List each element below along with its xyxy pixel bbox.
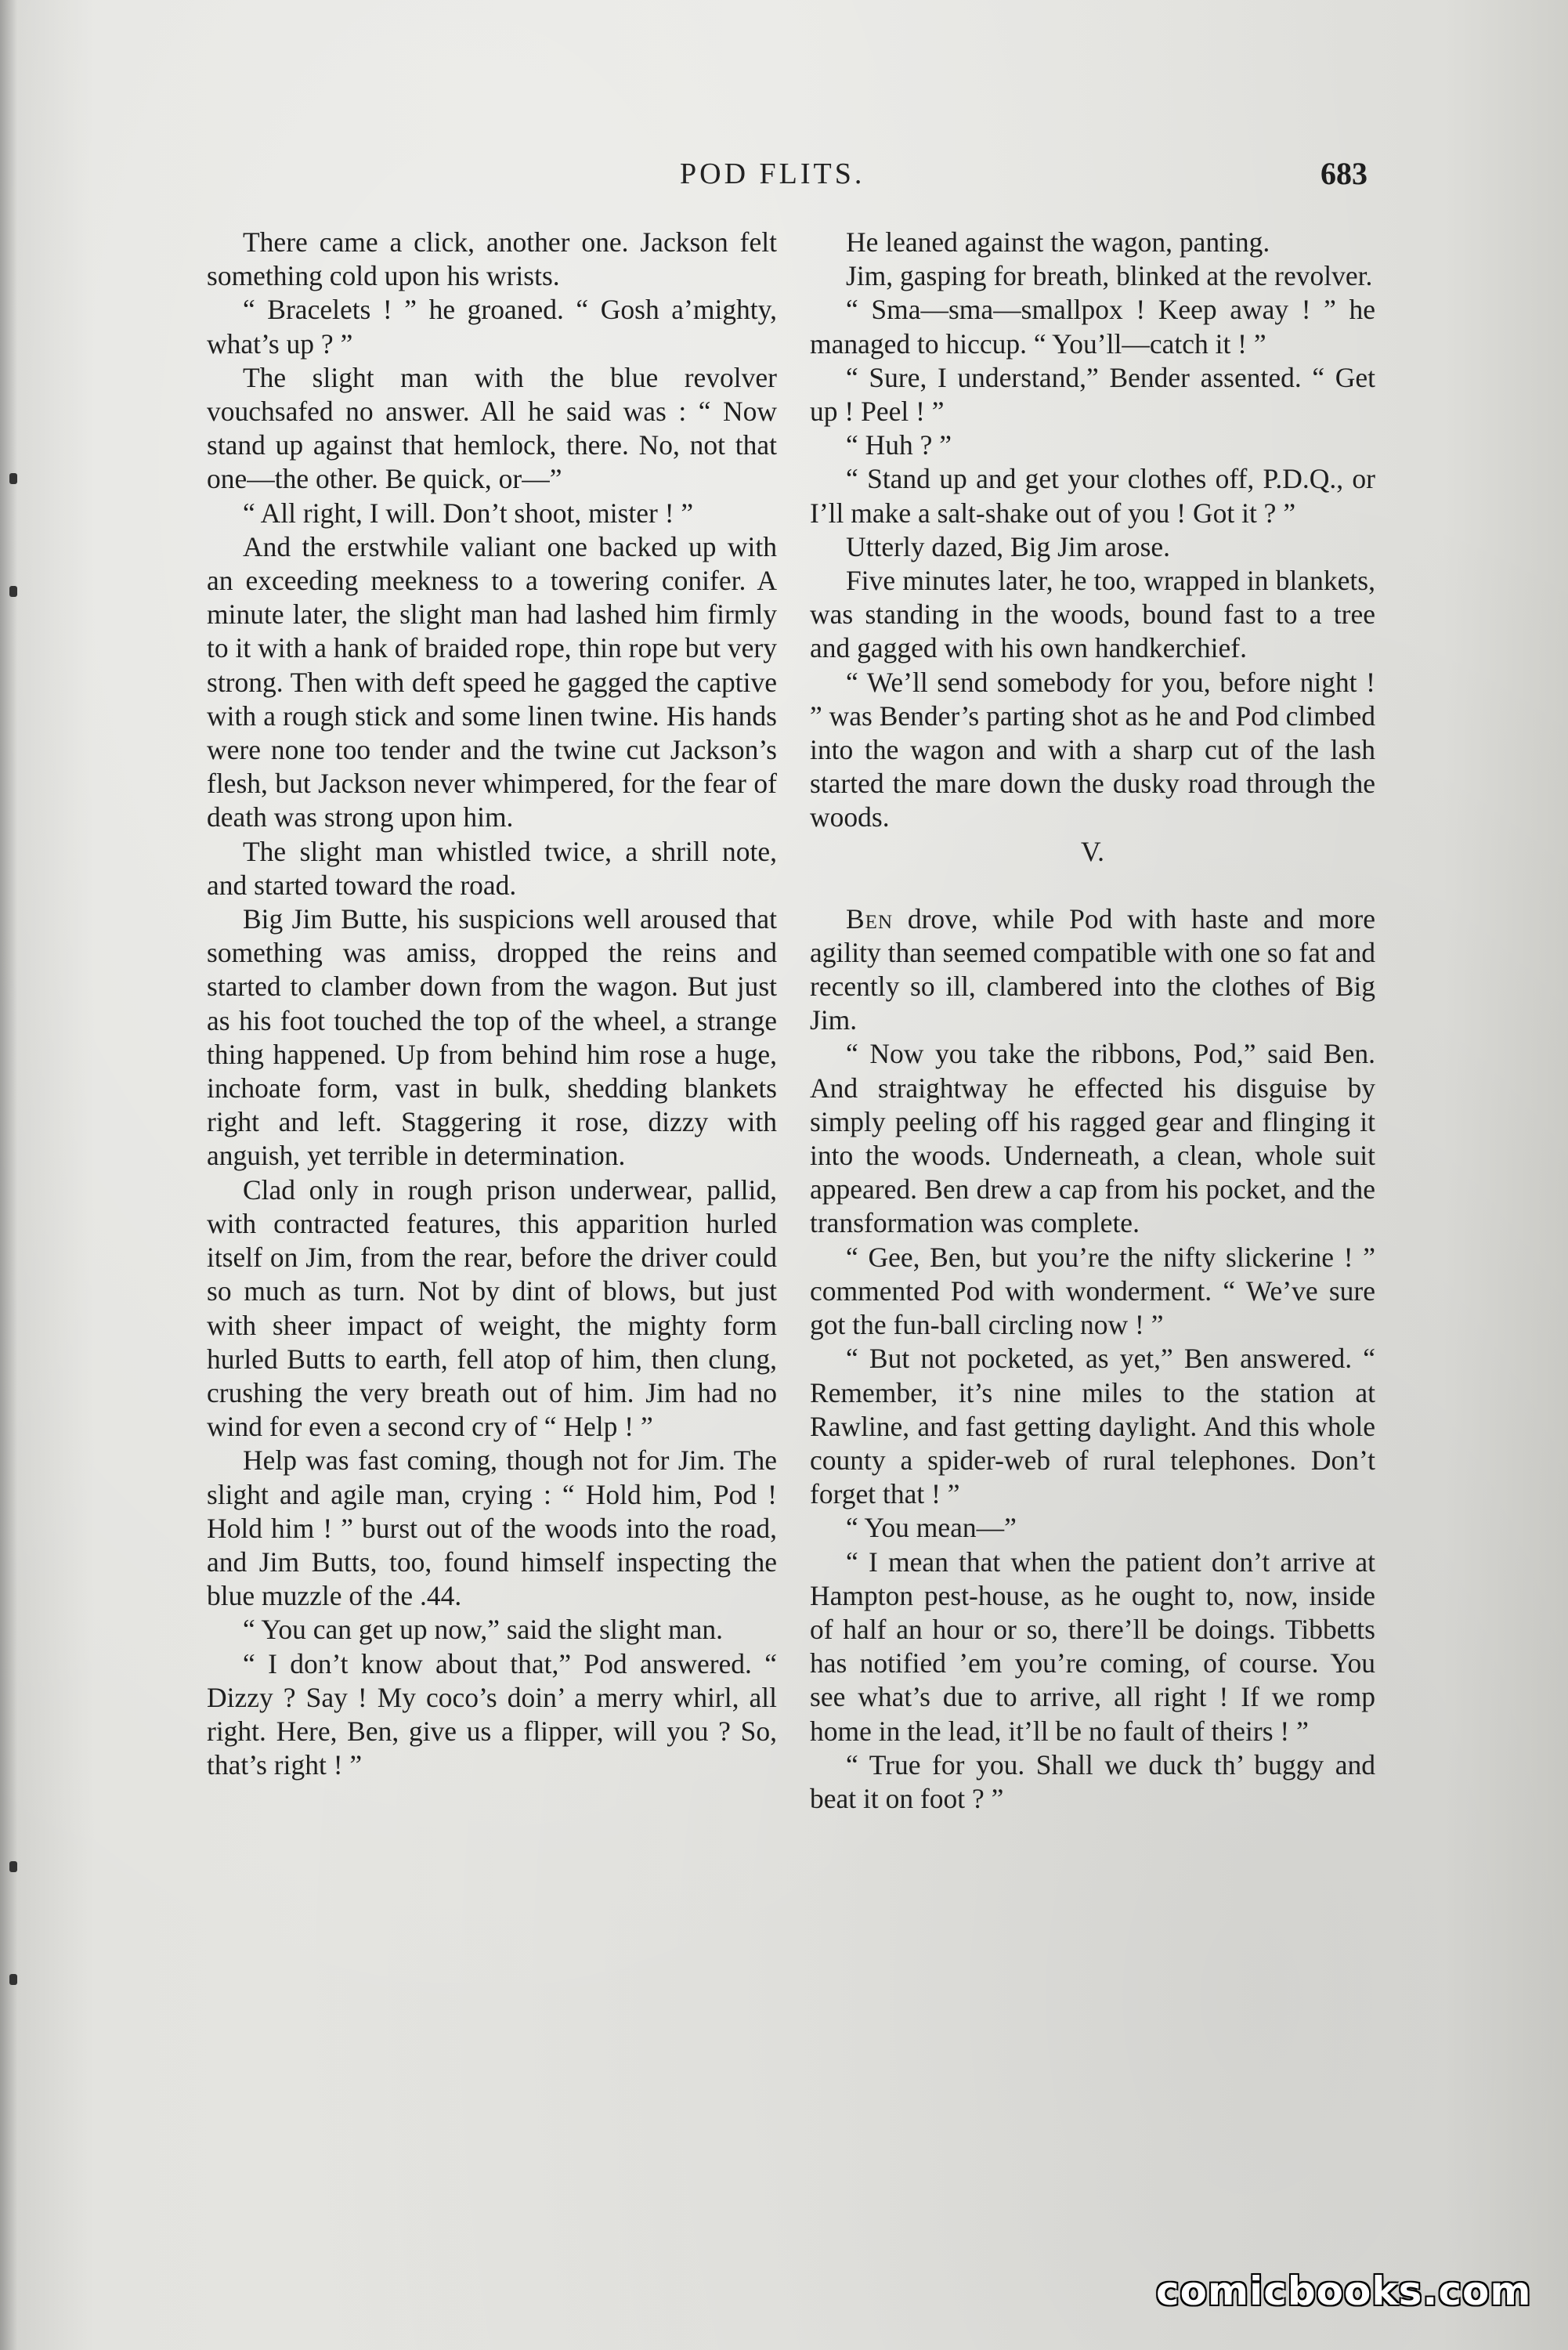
paragraph: Five minutes later, he too, wrapped in blankets, was standing in the woods, bound fast to a tree and gagged with his own handkerchief. — [810, 565, 1375, 664]
paragraph: “ Huh ? ” — [846, 429, 952, 461]
paragraph: “ Now you take the ribbons, Pod,” said Ben. And straightway he effected his disguise by simply peeling off his ragged gear and flinging it into the woods. Underneath, a clean, whole suit appeared. Ben drew a cap from his pocket, and the transformation was complete. — [810, 1038, 1375, 1239]
paragraph: And the erstwhile valiant one backed up with an exceeding meekness to a towering conifer. A minute later, the slight man had lashed him firmly to it with a hank of braided rope, thin rope but very strong. Then with deft speed he gagged the captive with a rough stick and some linen twine. His hands were none too tender and the twine cut Jackson’s flesh, but Jackson never whimpered, for the fear of death was strong upon him. — [207, 530, 777, 833]
running-head — [0, 157, 1568, 204]
binding-mark — [9, 473, 17, 484]
paragraph: Utterly dazed, Big Jim arose. — [846, 530, 1171, 562]
binding-mark — [9, 1974, 17, 1985]
binding-mark — [9, 1861, 17, 1872]
paragraph: “ Stand up and get your clothes off, P.D.Q., or I’ll make a salt-shake out of you ! Got it ? ” — [810, 463, 1375, 529]
paragraph: Help was fast coming, though not for Jim. The slight and agile man, crying : “ Hold him, Pod ! Hold him ! ” burst out of the woods into the road, and Jim Butts, too, found himself inspecting the blue muzzle of the .44. — [207, 1444, 777, 1612]
paragraph: “ Sma—sma—smallpox ! Keep away ! ” he managed to hiccup. “ You’ll—catch it ! ” — [810, 294, 1375, 360]
paragraph: “ But not pocketed, as yet,” Ben answered. “ Remember, it’s nine miles to the station at Rawline, and fast getting daylight. And this whole county a spider-web of rural telephones. Don’t forget that ! ” — [810, 1343, 1375, 1510]
lead-rest: drove, while Pod with haste and more agility than seemed compatible with one so fat and recently so ill, clambered into the clothes of Big Jim. — [810, 902, 1375, 1036]
paragraph: The slight man whistled twice, a shrill note, and started toward the road. — [207, 835, 777, 901]
paragraph: “ I mean that when the patient don’t arrive at Hampton pest-house, as he ought to, now, inside of half an hour or so, there’ll be doings. Tibbetts has notified ’em you’re coming, of course. You see what’s due to arrive, all right ! If we romp home in the lead, it’ll be no fault of theirs ! ” — [810, 1546, 1375, 1747]
paragraph: “ Bracelets ! ” he groaned. “ Gosh a’mighty, what’s up ? ” — [207, 294, 777, 360]
running-title: POD FLITS. — [680, 157, 865, 190]
paragraph: “ Gee, Ben, but you’re the nifty slickerine ! ” commented Pod with wonderment. “ We’ve sure got the fun-ball circling now ! ” — [810, 1241, 1375, 1341]
right-column — [810, 226, 1375, 1816]
paragraph: He leaned against the wagon, panting. — [846, 226, 1270, 258]
paragraph: Jim, gasping for breath, blinked at the revolver. — [846, 260, 1373, 292]
left-column — [207, 226, 777, 1782]
paragraph: “ You mean—” — [846, 1512, 1017, 1544]
section-opening-paragraph — [810, 902, 1375, 1038]
paragraph: Big Jim Butte, his suspicions well aroused that something was amiss, dropped the reins and started to clamber down from the wagon. But just as his foot touched the top of the wheel, a strange thing happened. Up from behind him rose a huge, inchoate form, vast in bulk, shedding blankets right and left. Staggering it rose, dizzy with anguish, yet terrible in determination. — [207, 903, 777, 1172]
paragraph: Clad only in rough prison underwear, pallid, with contracted features, this apparition hurled itself on Jim, from the rear, before the driver could so much as turn. Not by dint of blows, but just with sheer impact of weight, the mighty form hurled Butts to earth, fell atop of him, then clung, crushing the very breath out of him. Jim had no wind for even a second cry of “ Help ! ” — [207, 1173, 777, 1443]
paragraph: The slight man with the blue revolver vouchsafed no answer. All he said was : “ Now stand up against that hemlock, there. No, not that one—the other. Be quick, or—” — [207, 361, 777, 495]
spine-shadow — [0, 0, 17, 2350]
paragraph: “ All right, I will. Don’t shoot, mister ! ” — [243, 497, 694, 529]
lead-word: Ben — [846, 902, 894, 935]
paragraph: “ You can get up now,” said the slight man. — [243, 1614, 723, 1646]
paragraph: “ Sure, I understand,” Bender assented. “ Get up ! Peel ! ” — [810, 361, 1375, 428]
paragraph: “ We’ll send somebody for you, before night ! ” was Bender’s parting shot as he and Pod climbed into the wagon and with a sharp cut of the lash started the mare down the dusky road through the woods. — [810, 666, 1376, 833]
section-heading: V. — [1081, 835, 1104, 867]
watermark-logo: comicbooks.com — [1156, 2269, 1532, 2314]
binding-mark — [9, 586, 17, 597]
page-number: 683 — [1321, 156, 1367, 191]
paragraph: “ True for you. Shall we duck th’ buggy and beat it on foot ? ” — [810, 1748, 1375, 1814]
paragraph: “ I don’t know about that,” Pod answered. “ Dizzy ? Say ! My coco’s doin’ a merry whirl, all right. Here, Ben, give us a flipper, will you ? So, that’s right ! ” — [207, 1647, 777, 1781]
paragraph: There came a click, another one. Jackson felt something cold upon his wrists. — [207, 226, 777, 292]
